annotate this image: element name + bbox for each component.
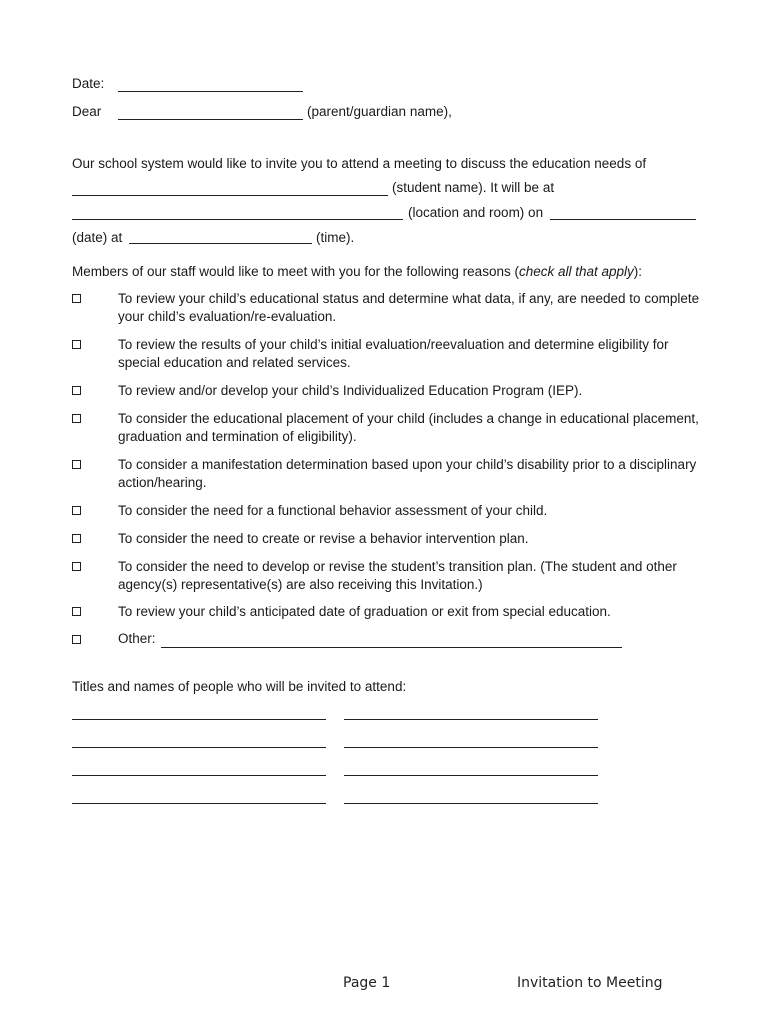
reason-text: To review and/or develop your child’s Individualized Education Program (IEP).	[118, 383, 583, 398]
dear-label: Dear	[72, 104, 102, 119]
reason-checkbox[interactable]	[72, 534, 81, 543]
meeting-date-field[interactable]	[550, 219, 696, 220]
reason-text: To review your child’s anticipated date of graduation or exit from special education.	[118, 604, 611, 619]
reason-checkbox[interactable]	[72, 386, 81, 395]
other-field[interactable]	[161, 647, 622, 648]
other-checkbox[interactable]	[72, 635, 81, 644]
reason-checkbox[interactable]	[72, 506, 81, 515]
date-field[interactable]	[118, 91, 303, 92]
reason-text: To consider the need to develop or revise the student’s transition plan. (The student and other agency(s) representative(s) are also receiving this Invitation.)	[118, 559, 677, 592]
attendee-field[interactable]	[344, 719, 598, 720]
invitation-line-1: Our school system would like to invite you to attend a meeting to discuss the education needs of	[72, 156, 647, 171]
reason-checkbox[interactable]	[72, 460, 81, 469]
attendee-field[interactable]	[344, 747, 598, 748]
reason-text: To consider the educational placement of your child (includes a change in educational placement, graduation and termination of eligibility).	[118, 411, 699, 444]
reason-checkbox[interactable]	[72, 294, 81, 303]
date-caption: (date) at	[72, 230, 123, 245]
page-number: Page 1	[343, 975, 391, 991]
reason-text: To consider a manifestation determination based upon your child’s disability prior to a disciplinary action/hearing.	[118, 457, 697, 490]
meeting-time-field[interactable]	[129, 243, 312, 244]
document-title: Invitation to Meeting	[517, 975, 663, 991]
student-name-caption: (student name). It will be at	[392, 180, 555, 195]
attendee-field[interactable]	[72, 775, 326, 776]
other-label: Other:	[118, 631, 156, 646]
reason-text: To consider the need to create or revise a behavior intervention plan.	[118, 531, 529, 546]
reason-checkbox[interactable]	[72, 414, 81, 423]
reason-checkbox[interactable]	[72, 607, 81, 616]
reason-text: To review your child’s educational status and determine what data, if any, are needed to complete your child’s evaluation/re-evaluation.	[118, 291, 700, 324]
attendee-field[interactable]	[344, 803, 598, 804]
reason-text: To consider the need for a functional behavior assessment of your child.	[118, 503, 548, 518]
location-field[interactable]	[72, 219, 403, 220]
reason-checkbox[interactable]	[72, 562, 81, 571]
student-name-field[interactable]	[72, 195, 388, 196]
attendee-field[interactable]	[72, 719, 326, 720]
time-caption: (time).	[316, 230, 355, 245]
parent-name-caption: (parent/guardian name),	[307, 104, 452, 119]
reasons-intro: Members of our staff would like to meet with you for the following reasons (check all that apply):	[72, 264, 643, 279]
date-label: Date:	[72, 76, 105, 91]
reason-checkbox[interactable]	[72, 340, 81, 349]
parent-name-field[interactable]	[118, 119, 303, 120]
attendee-field[interactable]	[72, 803, 326, 804]
attendee-field[interactable]	[344, 775, 598, 776]
reason-text: To review the results of your child’s initial evaluation/reevaluation and determine eligibility for special education and related services.	[118, 337, 669, 370]
attendee-field[interactable]	[72, 747, 326, 748]
attendees-label: Titles and names of people who will be invited to attend:	[72, 679, 407, 694]
location-caption: (location and room) on	[408, 205, 544, 220]
